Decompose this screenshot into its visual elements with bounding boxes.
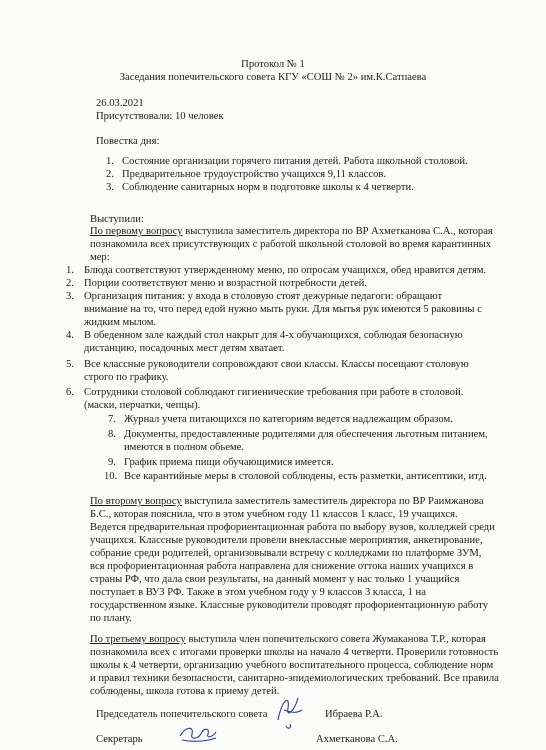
q1-item-5b: строго по графику. xyxy=(84,372,169,383)
q1-num-1: 1. xyxy=(66,265,74,276)
agenda-num-1: 1. xyxy=(106,156,114,167)
q1-item-1: Блюда соответствуют утвержденному меню, по опросам учащихся, обед нравится детям. xyxy=(84,265,487,276)
q1-paragraph xyxy=(90,225,493,238)
meeting-date: 26.03.2021 xyxy=(96,98,144,109)
chair-name: Ибраева Р.А. xyxy=(325,709,383,720)
q1-num-5: 5. xyxy=(66,359,74,370)
q1-item-3: Организация питания: у входа в столовую стоят дежурные педагоги: обращают xyxy=(84,291,443,302)
q1-item-5: Все классные руководители сопровождают свои классы. Классы посещают столовую xyxy=(84,359,469,370)
q1-num-2: 2. xyxy=(66,278,74,289)
q2-line-7: страны РФ, что дала свои результаты, на данный момент у нас только 1 учащийся xyxy=(90,574,460,585)
attendance: Присутствовали: 10 человек xyxy=(96,111,224,122)
q1-item-8b: имеются в полном обьеме. xyxy=(124,442,244,453)
q1-item-10: Все карантийные меры в столовой соблюдены, есть разметки, антисептики, итд. xyxy=(124,471,487,482)
agenda-num-3: 3. xyxy=(106,182,114,193)
document-subtitle: Заседания попечительского совета КГУ «СОШ № 2» им.К.Сатпаева xyxy=(119,72,427,83)
q3-lead: По третьему вопросу xyxy=(90,634,186,645)
q3-line-5: соблюдены, школа готова к приему детей. xyxy=(90,686,280,697)
q1-item-6b: (маски, перчатки, чепцы). xyxy=(84,400,201,411)
q1-item-8: Документы, предоставленные родителями для обеспечения льготным питанием, xyxy=(124,429,488,440)
q2-paragraph xyxy=(90,495,484,508)
q3-line-3: школы к 4 четверти, организацию учебного воспитательного процесса, соблюдение норм xyxy=(90,660,494,671)
chair-label: Председатель попечительского совета xyxy=(96,709,268,720)
q3-line-1: выступила член попечительского совета Жумаканова Т.Р., которая xyxy=(188,634,486,645)
q2-line-6: вся профориентационная работа направлена для снижение оттока наших учащихся в xyxy=(90,561,474,572)
q1-item-2: Порции соответствуют меню и возрастной потребности детей. xyxy=(84,278,367,289)
q2-line-10: по плану. xyxy=(90,613,132,624)
q1-lead: По первому вопросу xyxy=(90,226,183,237)
q1-line-1: выступила заместитель директора по ВР Ахметканова С.А., которая xyxy=(185,226,493,237)
q1-num-4: 4. xyxy=(66,330,74,341)
q1-line-2: познакомила всех присутствующих с работой школьной столовой во время карантинных xyxy=(90,239,492,250)
agenda-num-2: 2. xyxy=(106,169,114,180)
q2-line-5: собрание среди родителей, организовывали встречу с колледжами по платформе ЗУМ, xyxy=(90,548,482,559)
q2-line-1: выступила заместитель заместитель директора по ВР Раимжанова xyxy=(184,496,484,507)
q2-lead: По второму вопросу xyxy=(90,496,182,507)
q3-paragraph xyxy=(90,633,486,646)
q1-num-6: 6. xyxy=(66,387,74,398)
q2-line-2: Б.С., которая пояснила, что в этом учебном году 11 классов 1 класс, 19 учащихся. xyxy=(90,509,458,520)
q1-item-4: В обеденном зале каждый стол накрыт для 4-х обучающихся, соблюдая безопасную xyxy=(84,330,463,341)
q1-item-7: Журнал учета питающихся по категориям ведется надлежащим образом. xyxy=(124,414,453,425)
q1-num-7: 7. xyxy=(108,414,116,425)
q1-num-9: 9. xyxy=(108,457,116,468)
agenda-item-2: Предварительное трудоустройство учащихся 9,11 классов. xyxy=(122,169,387,180)
q1-item-3c: жидким мылом. xyxy=(84,317,157,328)
q3-line-4: и правил техники безопасности, санитарно-эпидемиологических требований. Все правила xyxy=(90,673,499,684)
q1-item-9: График приема пищи обучающимися имеется. xyxy=(124,457,334,468)
q1-line-3: мер: xyxy=(90,252,110,263)
q1-num-8: 8. xyxy=(108,429,116,440)
q3-line-2: познакомила всех с итогами проверки школы на начало 4 четверти. Проверили готовность xyxy=(90,647,499,658)
q2-line-4: учащихся. Классные руководители провели внеклассные мероприятия, анкетирование, xyxy=(90,535,483,546)
q2-line-8: поступает в ВУЗ РФ. Также в этом учебном году у 9 классов 3 класса, 1 на xyxy=(90,587,426,598)
q1-num-3: 3. xyxy=(66,291,74,302)
agenda-item-1: Состояние организации горячего питания детей. Работа школьной столовой. xyxy=(122,156,468,167)
secretary-signature xyxy=(176,720,220,746)
agenda-item-3: Соблюдение санитарных норм в подготовке школы к 4 четверти. xyxy=(122,182,414,193)
chair-signature xyxy=(270,690,310,732)
q2-line-9: государственном языке. Классные руководители проводят профориентационную работу xyxy=(90,600,489,611)
secretary-name: Ахметканова С.А. xyxy=(316,734,398,745)
speakers-heading: Выступили: xyxy=(90,214,144,225)
q1-item-6: Сотрудники столовой соблюдают гигиенические требования при работе в столовой. xyxy=(84,387,464,398)
q1-item-4b: дистанцию, посадочных мест детям хватает. xyxy=(84,343,285,354)
secretary-label: Секретарь xyxy=(96,734,143,745)
agenda-heading: Повестка дня: xyxy=(96,136,160,147)
q1-num-10: 10. xyxy=(104,471,118,482)
document-title: Протокол № 1 xyxy=(241,59,305,70)
q1-item-3b: внимание на то, что перед едой нужно мыть руки. Для мытья рук имеются 5 раковины с xyxy=(84,304,482,315)
q2-line-3: Ведется предварительная профориентационная работа по выбору вузов, колледжей среди xyxy=(90,522,495,533)
